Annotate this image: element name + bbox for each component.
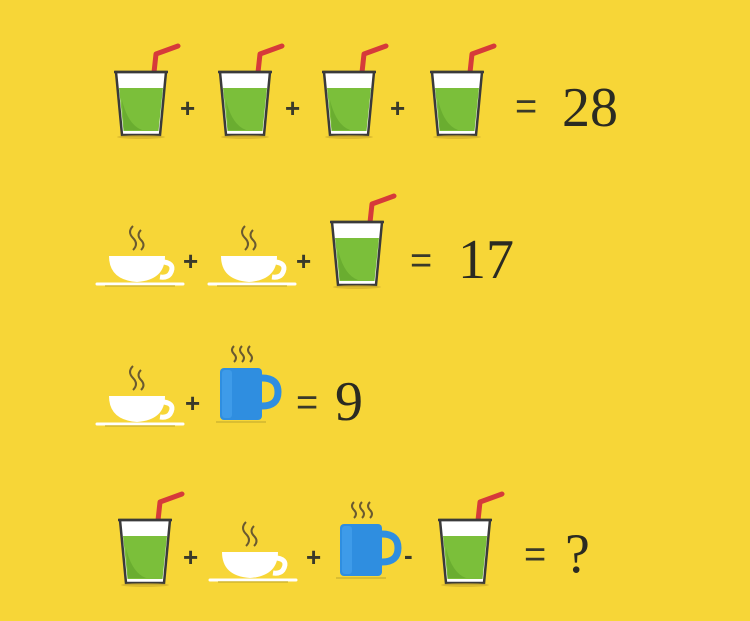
plus-operator: + bbox=[183, 246, 199, 276]
equation-row-1 bbox=[0, 40, 750, 150]
juice-glass-icon bbox=[316, 40, 391, 140]
plus-operator: + bbox=[285, 93, 301, 123]
minus-operator: - bbox=[404, 540, 413, 570]
equals-sign: = bbox=[296, 382, 319, 424]
plus-operator: + bbox=[306, 542, 322, 572]
equals-sign: = bbox=[410, 240, 433, 282]
result-value: 9 bbox=[335, 371, 363, 433]
plus-operator: + bbox=[185, 388, 201, 418]
juice-glass-icon bbox=[324, 190, 399, 290]
unknown-result: ? bbox=[565, 523, 590, 585]
plus-operator: + bbox=[296, 246, 312, 276]
juice-glass-icon bbox=[432, 488, 507, 588]
equation-row-4 bbox=[0, 488, 750, 598]
blue-mug-icon bbox=[214, 344, 284, 424]
result-value: 28 bbox=[562, 77, 618, 139]
coffee-cup-icon bbox=[95, 360, 185, 430]
juice-glass-icon bbox=[112, 488, 187, 588]
plus-operator: + bbox=[183, 542, 199, 572]
coffee-cup-icon bbox=[95, 220, 185, 290]
plus-operator: + bbox=[180, 93, 196, 123]
juice-glass-icon bbox=[108, 40, 183, 140]
equation-row-3 bbox=[0, 330, 750, 440]
coffee-cup-icon bbox=[207, 220, 297, 290]
result-value: 17 bbox=[458, 229, 514, 291]
equals-sign: = bbox=[515, 86, 538, 128]
coffee-cup-icon bbox=[208, 516, 298, 586]
juice-glass-icon bbox=[424, 40, 499, 140]
juice-glass-icon bbox=[212, 40, 287, 140]
blue-mug-icon bbox=[334, 500, 404, 580]
plus-operator: + bbox=[390, 93, 406, 123]
equation-row-2 bbox=[0, 190, 750, 300]
equals-sign: = bbox=[524, 534, 547, 576]
